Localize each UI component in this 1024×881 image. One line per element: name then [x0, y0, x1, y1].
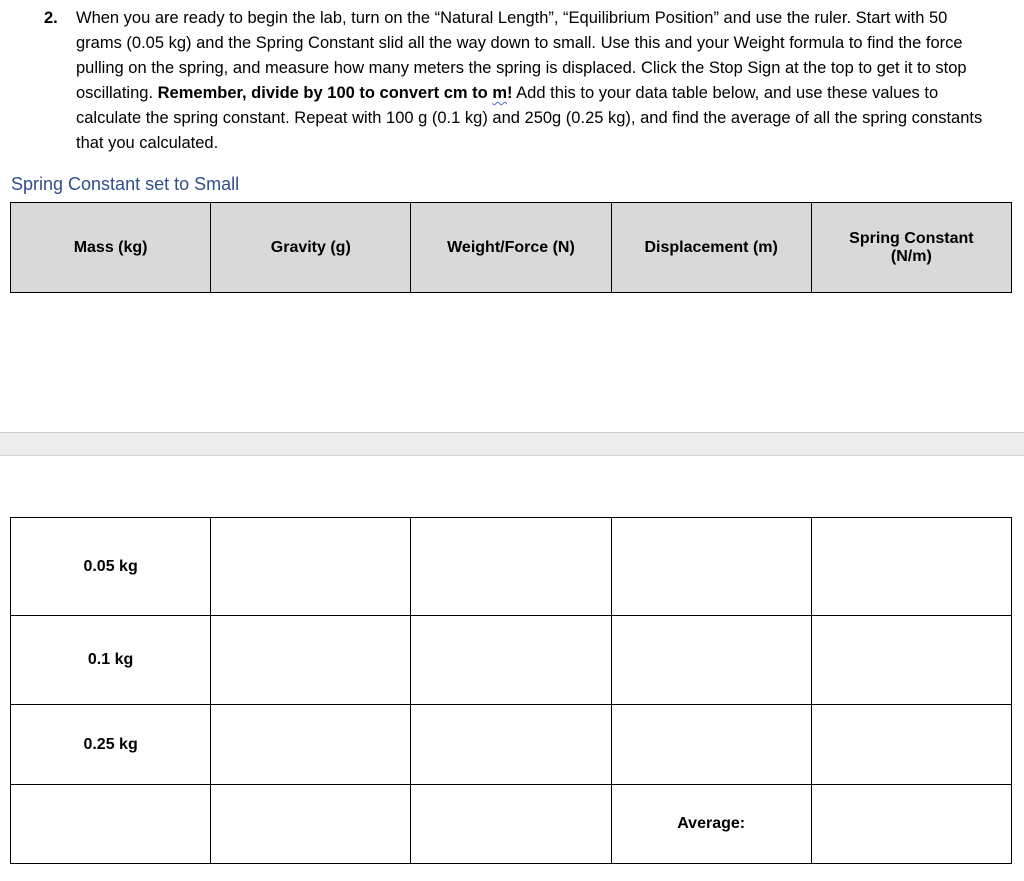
instruction-bold-text: Remember, divide by 100 to convert cm to [157, 84, 493, 102]
data-table-body [10, 517, 1012, 864]
table-cell[interactable] [411, 518, 611, 616]
header-spring-constant [811, 203, 1011, 293]
header-spring-constant-label: Spring Constant (N/m) [849, 229, 974, 265]
table-row [11, 518, 1012, 616]
spellcheck-word: m [492, 84, 507, 102]
table-cell[interactable]: 0.25 kg [11, 705, 211, 785]
table-cell[interactable] [211, 785, 411, 864]
average-label: Average: [611, 785, 811, 864]
step-number: 2. [44, 9, 58, 27]
instruction-text-1: When you are ready to begin the lab, turn on the “Natural Length”, “Equilibrium Position” and use the ruler. Start with 50 grams (0.05 kg) and the Spring Constant slid all the way down to small. Use this and your Weight formula to find the force pulling on the spring, and measure how many meters the spring is displaced. Click the Stop Sign at the top to get it to stop oscillating. [76, 9, 967, 102]
header-mass: Mass (kg) [11, 203, 211, 293]
table-cell[interactable] [411, 785, 611, 864]
average-value-cell[interactable] [811, 785, 1011, 864]
page-break [0, 432, 1024, 456]
table-cell[interactable] [611, 705, 811, 785]
table-cell[interactable] [811, 518, 1011, 616]
data-table-header [10, 202, 1012, 293]
table-cell[interactable] [811, 616, 1011, 705]
header-row [11, 203, 1012, 293]
instruction-body [76, 6, 984, 156]
instruction-text-2: Add this to your data table below, and use these values to calculate the spring constant. Repeat with 100 g (0.1 kg) and 250g (0.25 kg), and find the average of all the spring constants that you calculated. [76, 84, 983, 152]
table-row [11, 785, 1012, 864]
table-cell[interactable] [211, 518, 411, 616]
table-cell[interactable] [811, 705, 1011, 785]
table-cell[interactable] [211, 705, 411, 785]
table-cell[interactable] [611, 616, 811, 705]
header-gravity: Gravity (g) [211, 203, 411, 293]
table-cell[interactable] [11, 785, 211, 864]
section-heading: Spring Constant set to Small [11, 174, 240, 194]
table-cell[interactable] [411, 705, 611, 785]
table-cell[interactable] [411, 616, 611, 705]
table-row [11, 705, 1012, 785]
table-cell[interactable] [611, 518, 811, 616]
header-displacement: Displacement (m) [611, 203, 811, 293]
instruction-bold-note [158, 84, 513, 102]
instruction-bold-end: ! [507, 84, 513, 102]
instruction-paragraph [44, 6, 984, 156]
table-row [11, 616, 1012, 705]
table-cell[interactable]: 0.05 kg [11, 518, 211, 616]
header-weight-force: Weight/Force (N) [411, 203, 611, 293]
table-cell[interactable]: 0.1 kg [11, 616, 211, 705]
table-cell[interactable] [211, 616, 411, 705]
